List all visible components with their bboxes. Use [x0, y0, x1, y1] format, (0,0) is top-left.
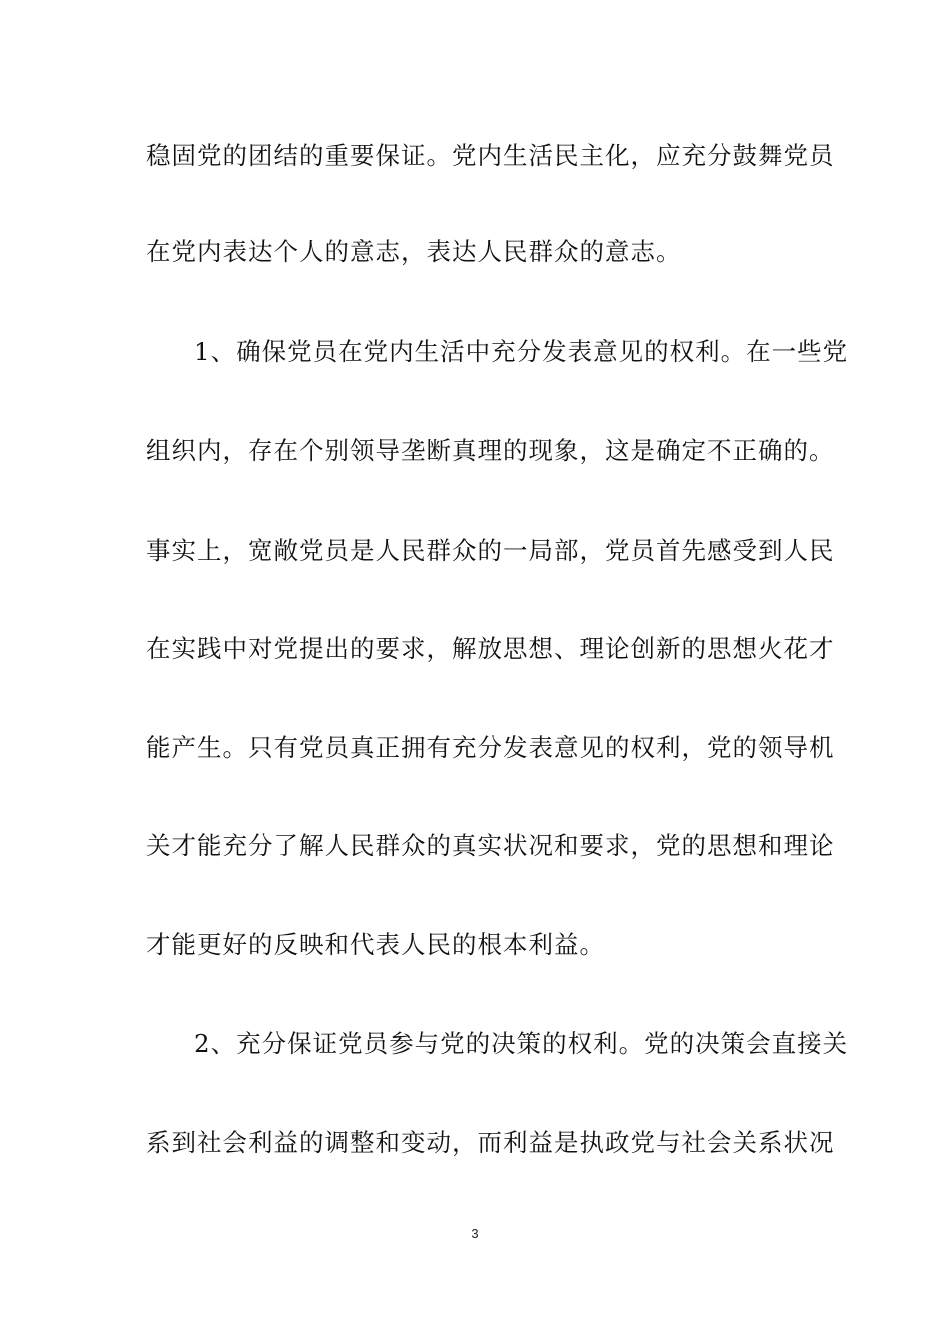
text-line: 事实上，宽敞党员是人民群众的一局部，党员首先感受到人民 — [146, 536, 835, 565]
text-line: 能产生。只有党员真正拥有充分发表意见的权利，党的领导机 — [146, 733, 835, 762]
text-line: 关才能充分了解人民群众的真实状况和要求，党的思想和理论 — [146, 831, 835, 860]
paragraph-start-line: 1、确保党员在党内生活中充分发表意见的权利。在一些党 — [194, 337, 849, 366]
page-number: 3 — [471, 1226, 479, 1241]
text-line: 才能更好的反映和代表人民的根本利益。 — [146, 930, 605, 959]
text-line: 组织内，存在个别领导垄断真理的现象，这是确定不正确的。 — [146, 436, 835, 465]
text-line: 在实践中对党提出的要求，解放思想、理论创新的思想火花才 — [146, 634, 835, 663]
text-line: 在党内表达个人的意志，表达人民群众的意志。 — [146, 237, 682, 266]
text-line: 系到社会利益的调整和变动，而利益是执政党与社会关系状况 — [146, 1128, 835, 1157]
paragraph-start-line: 2、充分保证党员参与党的决策的权利。党的决策会直接关 — [194, 1029, 849, 1058]
text-line: 稳固党的团结的重要保证。党内生活民主化，应充分鼓舞党员 — [146, 141, 835, 170]
